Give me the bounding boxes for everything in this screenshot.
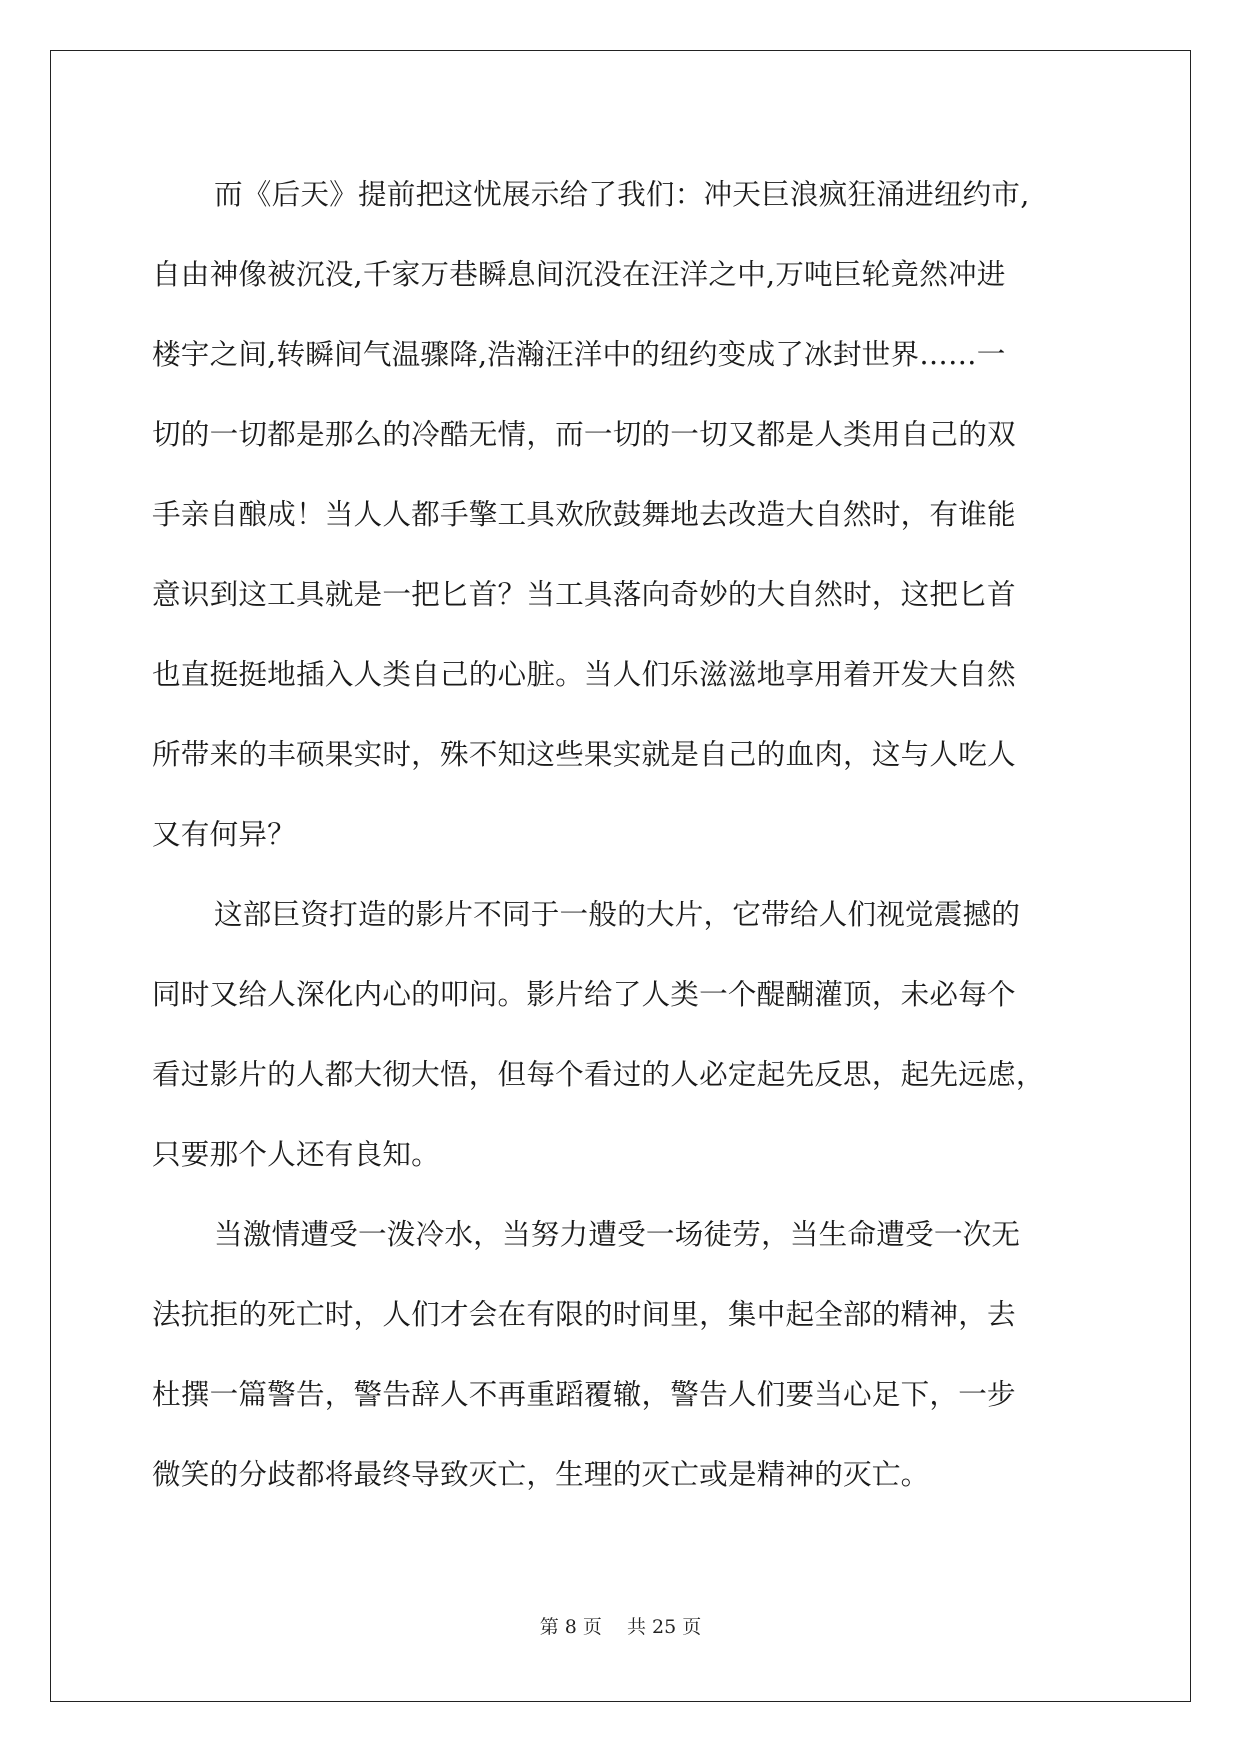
text-line: 只要那个人还有良知。 bbox=[152, 1137, 440, 1171]
text-line: 楼宇之间,转瞬间气温骤降,浩瀚汪洋中的纽约变成了冰封世界……一 bbox=[152, 337, 1006, 371]
text-line: 同时又给人深化内心的叩问。影片给了人类一个醍醐灌顶，未必每个 bbox=[152, 977, 1016, 1011]
text-line: 法抗拒的死亡时，人们才会在有限的时间里，集中起全部的精神，去 bbox=[152, 1297, 1016, 1331]
text-line: 杜撰一篇警告，警告辞人不再重蹈覆辙，警告人们要当心足下，一步 bbox=[152, 1377, 1016, 1411]
text-line: 手亲自酿成！当人人都手擎工具欢欣鼓舞地去改造大自然时，有谁能 bbox=[152, 497, 1016, 531]
text-line: 意识到这工具就是一把匕首？当工具落向奇妙的大自然时，这把匕首 bbox=[152, 577, 1016, 611]
page-number-footer: 第 8 页 共 25 页 bbox=[539, 1616, 702, 1638]
text-line: 而《后天》提前把这忧展示给了我们：冲天巨浪疯狂涌进纽约市, bbox=[214, 177, 1030, 211]
document-body bbox=[152, 165, 1097, 1525]
text-line: 自由神像被沉没,千家万巷瞬息间沉没在汪洋之中,万吨巨轮竟然冲进 bbox=[152, 257, 1006, 291]
text-line: 又有何异？ bbox=[152, 817, 296, 851]
text-line: 所带来的丰硕果实时，殊不知这些果实就是自己的血肉，这与人吃人 bbox=[152, 737, 1016, 771]
text-line: 也直挺挺地插入人类自己的心脏。当人们乐滋滋地享用着开发大自然 bbox=[152, 657, 1016, 691]
text-line: 微笑的分歧都将最终导致灭亡，生理的灭亡或是精神的灭亡。 bbox=[152, 1457, 930, 1491]
text-line: 当激情遭受一泼冷水，当努力遭受一场徒劳，当生命遭受一次无 bbox=[214, 1217, 1021, 1251]
text-line: 这部巨资打造的影片不同于一般的大片，它带给人们视觉震撼的 bbox=[214, 897, 1021, 931]
text-line: 看过影片的人都大彻大悟，但每个看过的人必定起先反思，起先远虑， bbox=[152, 1057, 1045, 1091]
text-line: 切的一切都是那么的冷酷无情，而一切的一切又都是人类用自己的双 bbox=[152, 417, 1016, 451]
